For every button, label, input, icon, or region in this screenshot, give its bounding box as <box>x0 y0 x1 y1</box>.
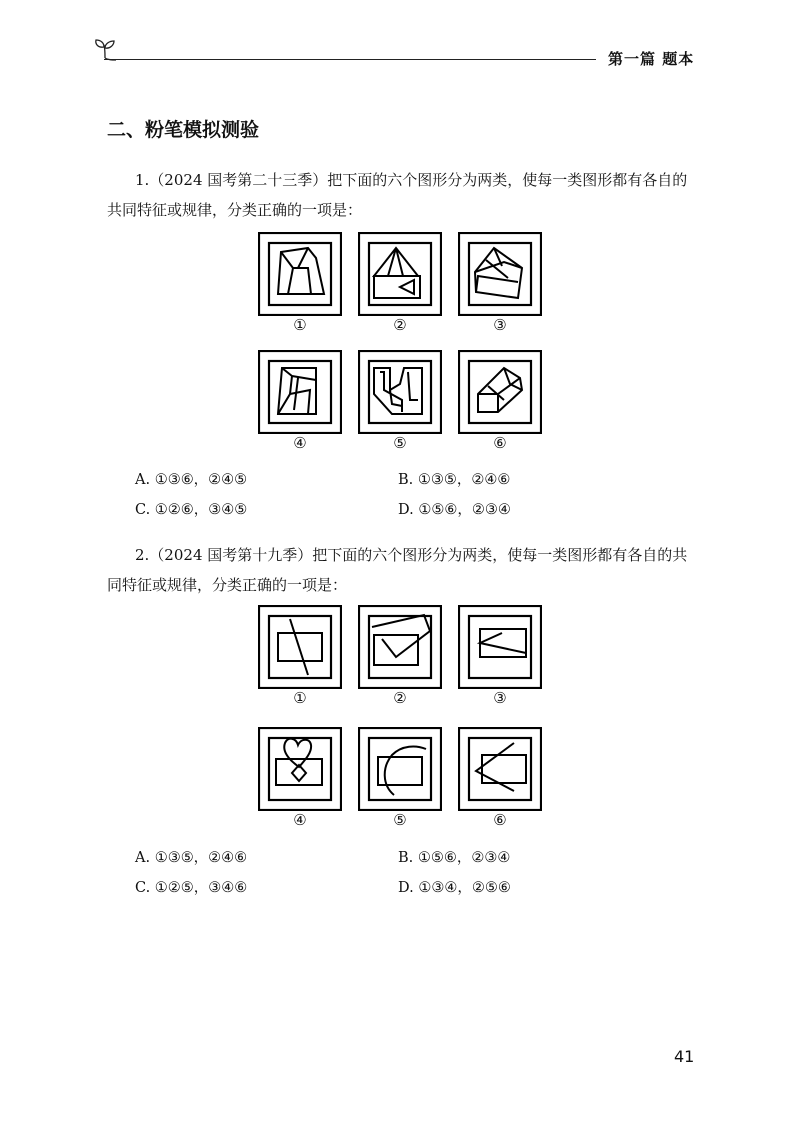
q1-option-c[interactable]: C. ①②⑥，③④⑤ <box>135 502 248 518</box>
q1-figure-5 <box>358 350 442 434</box>
q1-figure-5-label: ⑤ <box>393 434 407 452</box>
q2-figure-2-label: ② <box>393 689 407 707</box>
q1-figure-4 <box>258 350 342 434</box>
question-1-text: 1.（2024 国考第二十三季）把下面的六个图形分为两类，使每一类图形都有各自的共同特征或规律，分类正确的一项是： <box>107 171 688 219</box>
q2-figure-1-label: ① <box>293 689 307 707</box>
q2-figure-5-label: ⑤ <box>393 811 407 829</box>
section-title: 二、粉笔模拟测验 <box>107 119 260 141</box>
q1-figure-6-label: ⑥ <box>493 434 507 452</box>
question-2-text: 2.（2024 国考第十九季）把下面的六个图形分为两类，使每一类图形都有各自的共同特征或规律，分类正确的一项是： <box>107 546 688 594</box>
q2-figure-5 <box>358 727 442 811</box>
q2-figure-2 <box>358 605 442 689</box>
q2-option-c[interactable]: C. ①②⑤，③④⑥ <box>135 880 248 896</box>
q2-figure-4-label: ④ <box>293 811 307 829</box>
q1-option-a[interactable]: A. ①③⑥，②④⑤ <box>135 472 248 488</box>
q1-option-b[interactable]: B. ①③⑤，②④⑥ <box>398 472 511 488</box>
q2-figure-6-label: ⑥ <box>493 811 507 829</box>
q1-figure-3-label: ③ <box>493 316 507 334</box>
q2-figure-3-label: ③ <box>493 689 507 707</box>
q1-figure-1 <box>258 232 342 316</box>
q1-option-d[interactable]: D. ①⑤⑥，②③④ <box>398 502 511 518</box>
q2-option-a[interactable]: A. ①③⑤，②④⑥ <box>135 850 248 866</box>
running-header: 第一篇 题本 <box>608 50 695 68</box>
page-number: 41 <box>674 1047 695 1066</box>
q1-figure-1-label: ① <box>293 316 307 334</box>
q2-option-b[interactable]: B. ①⑤⑥，②③④ <box>398 850 511 866</box>
q2-figure-1 <box>258 605 342 689</box>
q1-figure-2 <box>358 232 442 316</box>
q2-option-d[interactable]: D. ①③④，②⑤⑥ <box>398 880 511 896</box>
q1-figure-6 <box>458 350 542 434</box>
q2-figure-6 <box>458 727 542 811</box>
q1-figure-2-label: ② <box>393 316 407 334</box>
q1-figure-3 <box>458 232 542 316</box>
header-rule <box>104 59 596 60</box>
q2-figure-3 <box>458 605 542 689</box>
q1-figure-4-label: ④ <box>293 434 307 452</box>
q2-figure-4 <box>258 727 342 811</box>
